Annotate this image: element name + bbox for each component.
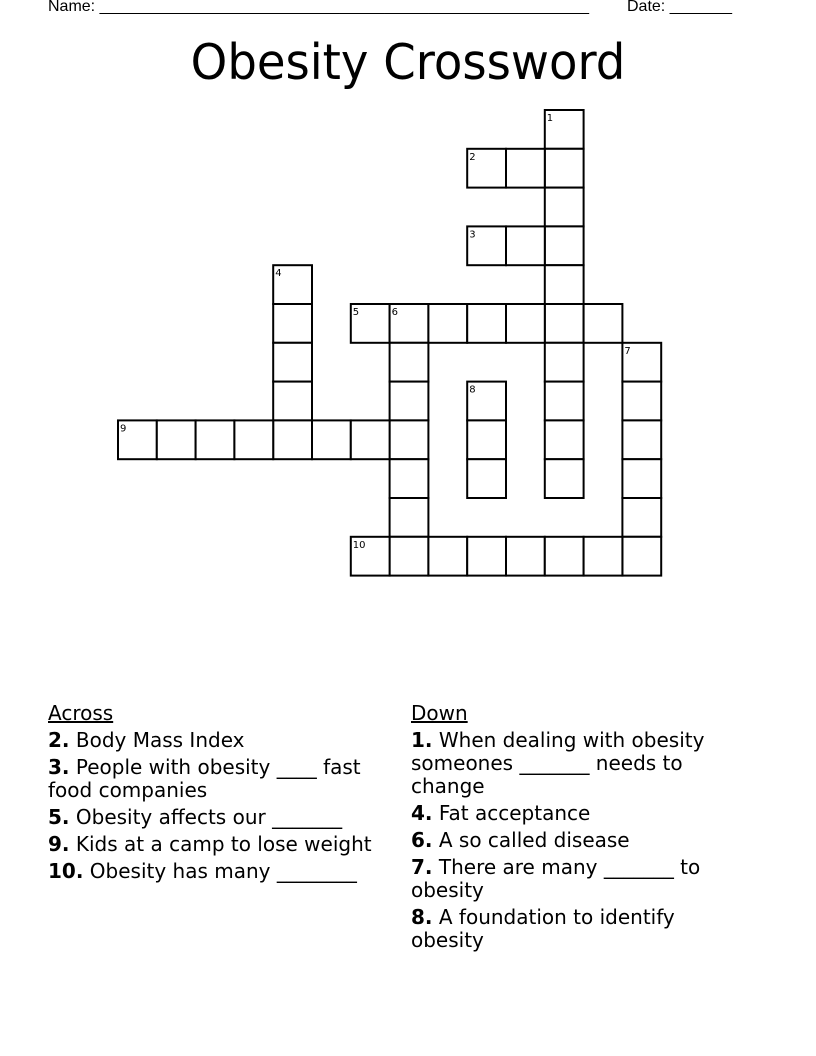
clue-text: Kids at a camp to lose weight (75, 832, 372, 856)
clue-item (411, 829, 751, 852)
grid-cell[interactable] (545, 265, 584, 304)
clue-text: There are many _______ to obesity (411, 855, 701, 902)
grid-cell[interactable] (545, 343, 584, 382)
cell-box[interactable] (428, 304, 467, 343)
grid-cell[interactable] (584, 304, 623, 343)
cell-box[interactable] (545, 149, 584, 188)
grid-cell[interactable] (545, 382, 584, 421)
clue-item (411, 729, 751, 798)
clue-text: When dealing with obesity someones _______ needs to change (411, 728, 705, 798)
cell-box[interactable] (545, 304, 584, 343)
grid-cell[interactable] (428, 537, 467, 576)
cell-number: 4 (275, 268, 282, 280)
clue-number: 9. (48, 832, 70, 856)
cell-box[interactable] (157, 420, 196, 459)
clue-number: 10. (48, 859, 84, 883)
grid-cell[interactable] (390, 304, 429, 343)
clue-number: 4. (411, 801, 433, 825)
grid-cell[interactable] (390, 382, 429, 421)
grid-cell[interactable] (273, 265, 312, 304)
cell-box[interactable] (467, 459, 506, 498)
grid-cell[interactable] (545, 149, 584, 188)
clue-text: A so called disease (438, 828, 630, 852)
grid-cell[interactable] (351, 537, 390, 576)
grid-cell[interactable] (273, 304, 312, 343)
clue-text: Obesity affects our _______ (75, 805, 343, 829)
cell-number: 10 (352, 539, 366, 551)
grid-cell[interactable] (196, 420, 235, 459)
grid-cell[interactable] (545, 188, 584, 227)
cell-box[interactable] (622, 420, 661, 459)
clue-text: Fat acceptance (438, 801, 591, 825)
grid-cell[interactable] (545, 459, 584, 498)
cell-box[interactable] (273, 343, 312, 382)
cell-box[interactable] (273, 304, 312, 343)
grid-cell[interactable] (622, 420, 661, 459)
cell-box[interactable] (506, 537, 545, 576)
cell-box[interactable] (312, 420, 351, 459)
grid-cell[interactable] (467, 226, 506, 265)
grid-cell[interactable] (545, 304, 584, 343)
grid-cell[interactable] (506, 304, 545, 343)
cell-box[interactable] (545, 382, 584, 421)
clue-item (48, 729, 388, 752)
cell-box[interactable] (545, 265, 584, 304)
clue-number: 7. (411, 855, 433, 879)
clue-item (48, 756, 388, 802)
cell-number: 8 (469, 384, 476, 396)
grid-cell[interactable] (584, 537, 623, 576)
clue-item (48, 833, 388, 856)
clue-item (48, 860, 388, 883)
clue-item (411, 802, 751, 825)
grid-cell[interactable] (390, 343, 429, 382)
page-title: Obesity Crossword (190, 34, 626, 91)
grid-cell[interactable] (351, 304, 390, 343)
grid-cell[interactable] (545, 537, 584, 576)
cell-box[interactable] (622, 537, 661, 576)
grid-cell[interactable] (351, 420, 390, 459)
cell-box[interactable] (390, 498, 429, 537)
cell-box[interactable] (467, 420, 506, 459)
clue-number: 3. (48, 755, 70, 779)
cell-number: 3 (469, 229, 476, 241)
cell-number: 2 (469, 151, 476, 163)
grid-cell[interactable] (467, 149, 506, 188)
grid-cell[interactable] (545, 226, 584, 265)
grid-cell[interactable] (622, 343, 661, 382)
clue-text: Obesity has many ________ (89, 859, 357, 883)
cell-number: 9 (120, 423, 127, 435)
cell-box[interactable] (584, 537, 623, 576)
grid-cell[interactable] (390, 459, 429, 498)
grid-cell[interactable] (545, 110, 584, 149)
grid-cell[interactable] (506, 149, 545, 188)
cell-box[interactable] (390, 382, 429, 421)
grid-cell[interactable] (467, 304, 506, 343)
grid-cell[interactable] (467, 459, 506, 498)
cell-number: 7 (624, 345, 631, 357)
grid-cell[interactable] (467, 382, 506, 421)
grid-cell[interactable] (467, 420, 506, 459)
cell-box[interactable] (467, 304, 506, 343)
cell-box[interactable] (584, 304, 623, 343)
clue-number: 2. (48, 728, 70, 752)
grid-cell[interactable] (622, 537, 661, 576)
grid-cell[interactable] (234, 420, 273, 459)
clue-text: People with obesity ____ fast food companies (48, 755, 361, 802)
grid-cell[interactable] (157, 420, 196, 459)
grid-cell[interactable] (273, 382, 312, 421)
grid-cell[interactable] (312, 420, 351, 459)
grid-cell[interactable] (118, 420, 157, 459)
cell-box[interactable] (390, 343, 429, 382)
clue-item (411, 856, 751, 902)
grid-cell[interactable] (622, 382, 661, 421)
name-field[interactable]: Name: _______________________________________________________ (48, 0, 589, 15)
clue-text: A foundation to identify obesity (411, 905, 675, 952)
cell-box[interactable] (622, 382, 661, 421)
grid-cell[interactable] (545, 420, 584, 459)
cell-box[interactable] (545, 459, 584, 498)
cell-box[interactable] (545, 226, 584, 265)
cell-number: 5 (352, 307, 360, 318)
across-heading: Across (48, 701, 114, 725)
grid-cell[interactable] (273, 420, 312, 459)
cell-box[interactable] (545, 188, 584, 227)
across-clues (48, 702, 388, 887)
cell-box[interactable] (545, 420, 584, 459)
down-heading: Down (411, 701, 468, 725)
cell-box[interactable] (196, 420, 235, 459)
grid-cell[interactable] (622, 459, 661, 498)
cell-box[interactable] (428, 537, 467, 576)
cell-box[interactable] (351, 420, 390, 459)
cell-box[interactable] (390, 537, 429, 576)
cell-box[interactable] (622, 498, 661, 537)
date-field[interactable]: Date: _______ (627, 0, 732, 15)
clue-number: 5. (48, 805, 70, 829)
cell-box[interactable] (467, 537, 506, 576)
cell-box[interactable] (390, 459, 429, 498)
clue-text: Body Mass Index (75, 728, 245, 752)
clue-item (411, 906, 751, 952)
clue-number: 8. (411, 905, 433, 929)
grid-cell[interactable] (428, 304, 467, 343)
cell-box[interactable] (273, 420, 312, 459)
grid-cell[interactable] (273, 343, 312, 382)
grid-cell[interactable] (390, 420, 429, 459)
clue-number: 6. (411, 828, 433, 852)
clue-number: 1. (411, 728, 433, 752)
cell-box[interactable] (273, 382, 312, 421)
cell-number: 6 (391, 307, 398, 318)
grid-cell[interactable] (390, 498, 429, 537)
grid-cell[interactable] (506, 226, 545, 265)
grid-cell[interactable] (622, 498, 661, 537)
cell-number: 1 (546, 113, 554, 124)
cell-box[interactable] (622, 459, 661, 498)
grid-cell[interactable] (506, 537, 545, 576)
grid-cell[interactable] (467, 537, 506, 576)
clue-item (48, 806, 388, 829)
cell-box[interactable] (545, 537, 584, 576)
cell-box[interactable] (234, 420, 273, 459)
cell-box[interactable] (545, 343, 584, 382)
cell-box[interactable] (506, 226, 545, 265)
cell-box[interactable] (506, 149, 545, 188)
cell-box[interactable] (390, 420, 429, 459)
cell-box[interactable] (506, 304, 545, 343)
down-clues (411, 702, 751, 956)
grid-cell[interactable] (390, 537, 429, 576)
